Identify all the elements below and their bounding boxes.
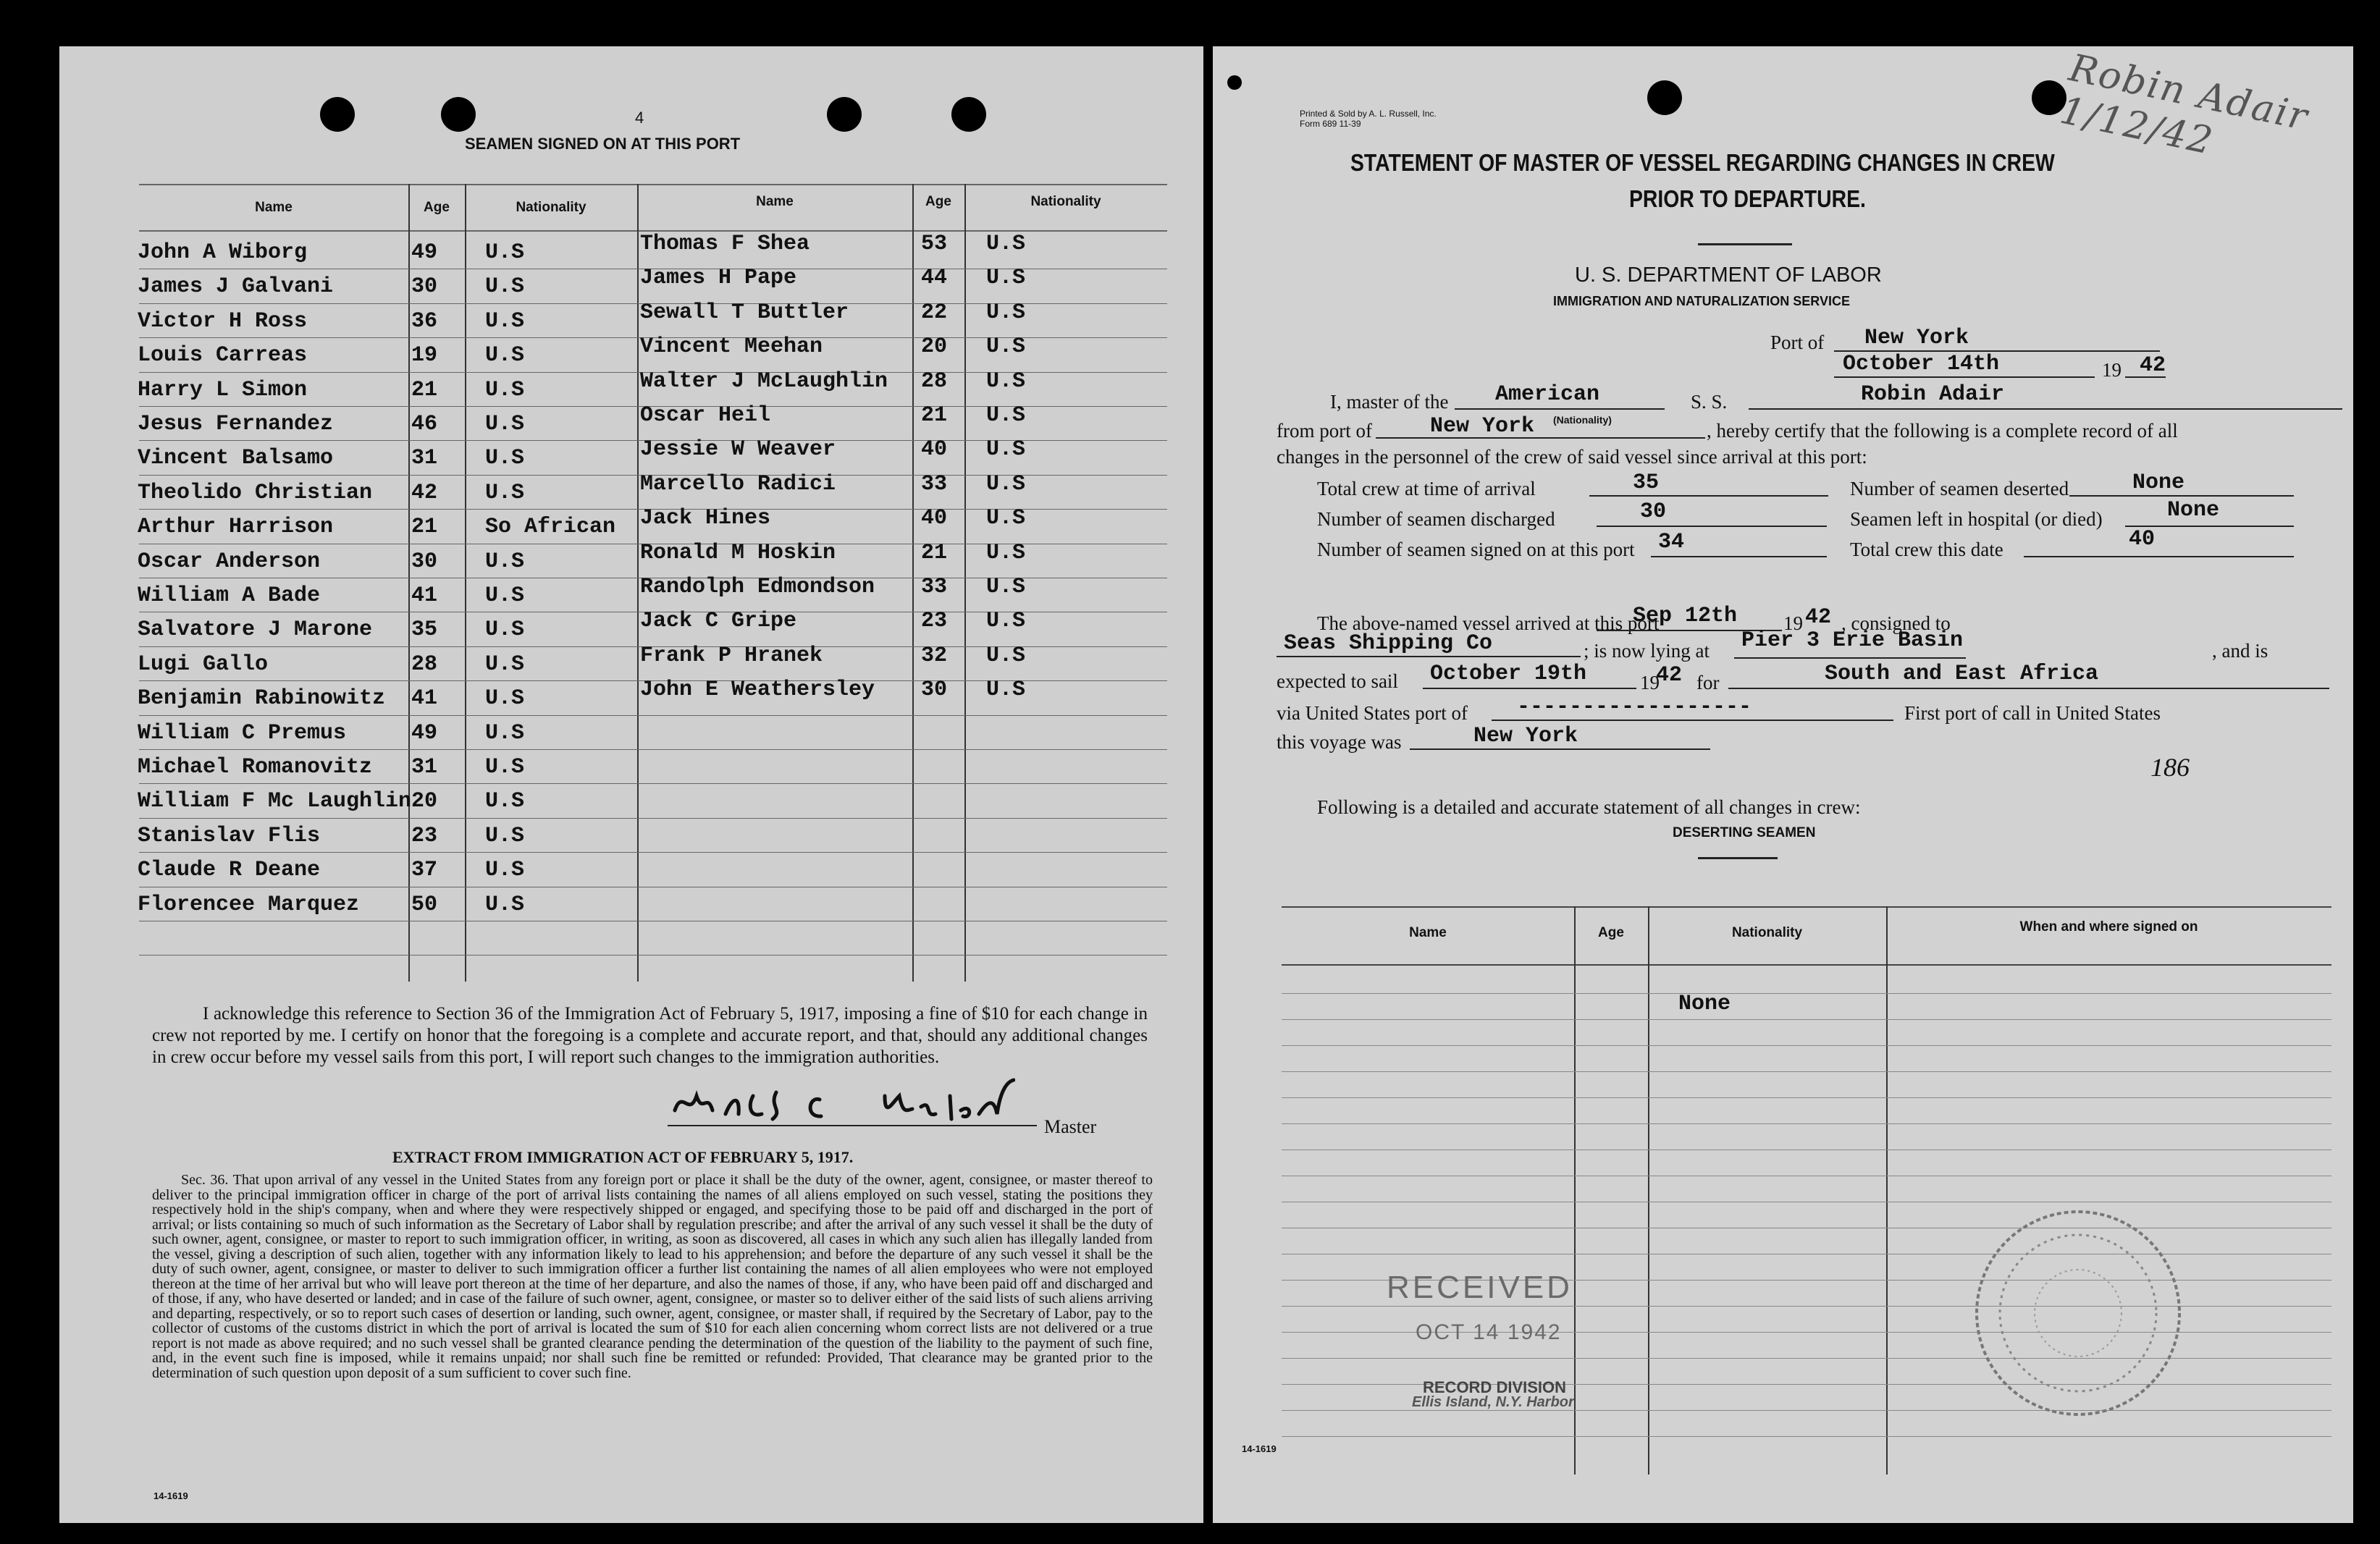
sail-year-value: 42: [1656, 663, 1683, 688]
crew-nationality: U.S: [986, 300, 1026, 325]
crew-nationality: U.S: [485, 858, 525, 883]
crew-name: Thomas F Shea: [640, 232, 810, 256]
right-page: [1213, 46, 2353, 1523]
crew-name: Walter J McLaughlin: [640, 368, 888, 394]
crew-name: Oscar Heil: [640, 403, 771, 428]
crew-name: Jack C Gripe: [640, 609, 797, 634]
crew-age: 22: [921, 300, 948, 325]
punch-hole: [1227, 75, 1242, 90]
crew-nationality: U.S: [986, 506, 1026, 531]
punch-hole: [320, 97, 355, 132]
crew-age: 49: [411, 240, 438, 265]
arrived-year-prefix: 19: [1783, 612, 1803, 634]
crew-name: Randolph Edmondson: [640, 575, 875, 599]
desert-none-value: None: [1678, 992, 1731, 1016]
crew-nationality: U.S: [485, 412, 525, 436]
crew-nationality: U.S: [485, 549, 525, 574]
crew-nationality: U.S: [485, 377, 525, 402]
total-date-value: 40: [2129, 527, 2156, 552]
crew-age: 46: [411, 412, 438, 436]
crew-age: 42: [411, 480, 438, 505]
crew-nationality: U.S: [986, 575, 1026, 599]
master-of-label: I, master of the: [1330, 391, 1449, 413]
crew-name: Oscar Anderson: [138, 549, 321, 574]
form-subtitle: PRIOR TO DEPARTURE.: [1629, 185, 1866, 212]
extract-title: EXTRACT FROM IMMIGRATION ACT OF FEBRUARY 5, 1917.: [392, 1148, 854, 1166]
punch-hole: [441, 97, 476, 132]
crew-age: 20: [411, 789, 438, 814]
lying-label: ; is now lying at: [1584, 640, 1710, 662]
hospital-value: None: [2167, 498, 2220, 523]
extract-text: Sec. 36. That upon arrival of any vessel in the United States from any foreign port or place it shall be the duty of the owner, agent, consignee, or master thereof to deliver to the principal immigration officer in charge of the port of arrival lists containing the names of all aliens employed on such vessel, stating the positions they respectively hold in the ship's company, when and where they were respectively shipped or engaged, and specifying those to be paid off and discharged in the port of arrival; or lists containing so much of such information as the Secretary of Labor shall by regulation prescribe; and after the arrival of any such vessel it shall be the duty of such owner, agent, consignee, or master to report to such immigration officer, in writing, as soon as discovered, all cases in which any such alien has illegally landed from the vessel, giving a description of such alien, together with any information likely to lead to his apprehension; and before the departure of any such vessel it shall be the duty of such owner, agent, consignee, or master to deliver to such immigration officer a further list containing the names of all alien employees who were not employed thereon at the time of her arrival but who will leave port thereon at the time of her departure, and also the names of those, if any, who have been paid off and discharged and of those, if any, who have deserted or landed; and in case of the failure of such owner, agent, consignee, or master so to deliver either of the said lists of such aliens arriving and departing, respectively, or so to report such cases of desertion or landing, such owner, agent, consignee, or master shall, if required by the Secretary of Labor, pay to the collector of customs of the customs district in which the port of arrival is located the sum of $10 for each alien concerning whom correct lists are not delivered or a true report is not made as above required; and no such vessel shall be granted clearance pending the determination of the question of the liability to the payment of such fine, and, in the event such fine is imposed, while it remains unpaid; nor shall such fine be remitted or refunded: Provided, That clearance may be granted prior to the determination of such question upon deposit of a sum sufficient to cover such fine.: [152, 1172, 1153, 1381]
ellis-island: Ellis Island, N.Y. Harbor: [1412, 1394, 1574, 1410]
section-title: SEAMEN SIGNED ON AT THIS PORT: [465, 135, 741, 153]
official-seal: [1966, 1205, 2190, 1422]
crew-nationality: U.S: [986, 471, 1026, 497]
col-header-age-2: Age: [925, 194, 951, 209]
received-stamp: RECEIVED: [1387, 1270, 1573, 1305]
crew-age: 30: [411, 549, 438, 574]
col-header-name-2: Name: [756, 194, 794, 209]
year-prefix: 19: [2102, 359, 2122, 381]
crew-nationality: U.S: [485, 308, 525, 334]
crew-name: Lugi Gallo: [138, 651, 269, 677]
col-header-nationality-2: Nationality: [1030, 194, 1101, 209]
crew-nationality: U.S: [485, 343, 525, 368]
certify-text: , hereby certify that the following is a complete record of all: [1707, 420, 2178, 442]
crew-age: 53: [921, 232, 948, 256]
crew-nationality: U.S: [986, 334, 1026, 360]
voyage-label: this voyage was: [1277, 731, 1402, 753]
consigned-label: , consigned to: [1841, 612, 1951, 634]
desert-col-nationality: Nationality: [1731, 925, 1803, 940]
via-label: via United States port of: [1277, 702, 1468, 724]
nationality-value: American: [1495, 382, 1600, 407]
crew-age: 41: [411, 583, 438, 608]
crew-age: 37: [411, 858, 438, 883]
crew-age: 23: [411, 823, 438, 848]
crew-nationality: U.S: [986, 540, 1026, 565]
col-header-nationality: Nationality: [516, 200, 586, 215]
crew-name: Louis Carreas: [138, 343, 308, 368]
crew-name: Jessie W Weaver: [640, 437, 836, 463]
department: U. S. DEPARTMENT OF LABOR: [1575, 263, 1882, 287]
crew-name: Salvatore J Marone: [138, 617, 373, 643]
sail-year-prefix: 19: [1640, 672, 1660, 693]
crew-name: Arthur Harrison: [138, 515, 334, 540]
left-page: [59, 46, 1203, 1523]
crew-nationality: U.S: [986, 437, 1026, 463]
first-port-label: First port of call in United States: [1904, 702, 2161, 724]
crew-name: Theolido Christian: [138, 480, 373, 505]
crew-age: 41: [411, 686, 438, 712]
crew-age: 23: [921, 609, 948, 634]
crew-name: Harry L Simon: [138, 377, 308, 402]
desert-col-when-where: When and where signed on: [2019, 919, 2198, 935]
hospital-label: Seamen left in hospital (or died): [1850, 508, 2103, 530]
from-port-label: from port of: [1277, 420, 1372, 442]
form-number: Form 689 11-39: [1300, 119, 1361, 129]
master-signature: [668, 1074, 1015, 1132]
crew-age: 40: [921, 437, 948, 463]
crew-name: Claude R Deane: [138, 858, 321, 883]
crew-nationality: U.S: [986, 368, 1026, 394]
arrived-year-value: 42: [1805, 605, 1832, 630]
crew-nationality: U.S: [485, 720, 525, 746]
col-header-name: Name: [255, 200, 293, 215]
crew-nationality: U.S: [485, 617, 525, 643]
crew-nationality: So African: [485, 515, 616, 540]
handwritten-number: 186: [2150, 753, 2190, 782]
crew-age: 21: [921, 540, 948, 565]
deserted-label: Number of seamen deserted: [1850, 478, 2069, 499]
sail-label: expected to sail: [1277, 670, 1398, 692]
received-date: OCT 14 1942: [1416, 1320, 1562, 1344]
crew-age: 35: [411, 617, 438, 643]
date-value: October 14th: [1843, 352, 2000, 376]
consignee-value: Seas Shipping Co: [1284, 631, 1493, 656]
sail-date-value: October 19th: [1430, 662, 1587, 686]
crew-age: 44: [921, 266, 948, 291]
handwritten-note: Robin Adair 1/12/42: [2056, 46, 2313, 164]
lying-at-value: Pier 3 Erie Basin: [1741, 628, 1964, 653]
crew-nationality: U.S: [986, 678, 1026, 703]
crew-nationality: U.S: [986, 403, 1026, 428]
crew-name: John A Wiborg: [138, 240, 308, 265]
voyage-value: New York: [1473, 724, 1578, 748]
crew-nationality: U.S: [485, 446, 525, 471]
crew-age: 50: [411, 892, 438, 917]
crew-name: Victor H Ross: [138, 308, 308, 334]
crew-nationality: U.S: [485, 686, 525, 712]
crew-name: Vincent Meehan: [640, 334, 823, 360]
crew-nationality: U.S: [986, 232, 1026, 256]
crew-age: 28: [411, 651, 438, 677]
certify-text-2: changes in the personnel of the crew of said vessel since arrival at this port:: [1277, 446, 1867, 468]
crew-nationality: U.S: [986, 609, 1026, 634]
crew-age: 36: [411, 308, 438, 334]
master-label: Master: [1044, 1116, 1097, 1137]
crew-name: William C Premus: [138, 720, 347, 746]
crew-name: Frank P Hranek: [640, 643, 823, 668]
crew-age: 19: [411, 343, 438, 368]
deserting-title: DESERTING SEAMEN: [1673, 825, 1816, 840]
punch-hole: [1647, 80, 1682, 115]
crew-name: Jesus Fernandez: [138, 412, 334, 436]
vessel-value: Robin Adair: [1861, 382, 2005, 407]
crew-name: Stanislav Flis: [138, 823, 321, 848]
crew-name: James H Pape: [640, 266, 797, 291]
crew-age: 21: [921, 403, 948, 428]
signed-on-label: Number of seamen signed on at this port: [1317, 539, 1635, 560]
crew-name: Michael Romanovitz: [138, 755, 373, 780]
crew-age: 33: [921, 575, 948, 599]
record-division: RECORD DIVISION: [1423, 1378, 1567, 1396]
crew-nationality: U.S: [485, 823, 525, 848]
destination-value: South and East Africa: [1825, 662, 2099, 686]
nationality-caption: (Nationality): [1553, 414, 1612, 426]
crew-age: 20: [921, 334, 948, 360]
crew-age: 30: [921, 678, 948, 703]
service: IMMIGRATION AND NATURALIZATION SERVICE: [1553, 294, 1850, 308]
crew-name: John E Weathersley: [640, 678, 875, 703]
crew-age: 40: [921, 506, 948, 531]
port-of-value: New York: [1864, 326, 1969, 350]
punch-hole: [827, 97, 862, 132]
crew-age: 33: [921, 471, 948, 497]
form-title: STATEMENT OF MASTER OF VESSEL REGARDING CHANGES IN CREW: [1350, 149, 2055, 176]
crew-age: 30: [411, 274, 438, 300]
col-header-age: Age: [424, 200, 450, 215]
crew-name: James J Galvani: [138, 274, 334, 300]
crew-nationality: U.S: [485, 240, 525, 265]
arrived-label: The above-named vessel arrived at this port: [1317, 612, 1660, 634]
crew-name: Florencee Marquez: [138, 892, 360, 917]
crew-age: 32: [921, 643, 948, 668]
page-number: 4: [635, 109, 644, 127]
total-arrival-label: Total crew at time of arrival: [1317, 478, 1536, 499]
crew-nationality: U.S: [986, 266, 1026, 291]
port-of-label: Port of: [1770, 332, 1825, 353]
signed-on-value: 34: [1658, 530, 1685, 554]
crew-age: 49: [411, 720, 438, 746]
crew-nationality: U.S: [485, 892, 525, 917]
total-date-label: Total crew this date: [1850, 539, 2003, 560]
crew-name: Jack Hines: [640, 506, 771, 531]
total-arrival-value: 35: [1633, 471, 1660, 495]
printer-credit: Printed & Sold by A. L. Russell, Inc.: [1300, 109, 1437, 119]
arrived-value: Sep 12th: [1633, 604, 1738, 628]
crew-name: William F Mc Laughlin: [138, 789, 412, 814]
crew-age: 21: [411, 515, 438, 540]
form-code-right: 14-1619: [1242, 1443, 1277, 1454]
crew-table: [139, 184, 1167, 982]
acknowledgment-text: I acknowledge this reference to Section 36 of the Immigration Act of February 5, 1917, imposing a fine of $10 for each change in crew not reported by me. I certify on honor that the foregoing is a complete and accurate report, and that, should any additional changes in crew occur before my vessel sails from this port, I will report such changes to the immigration authorities.: [152, 1004, 1148, 1067]
and-is-label: , and is: [2212, 640, 2268, 662]
crew-nationality: U.S: [485, 755, 525, 780]
crew-nationality: U.S: [986, 643, 1026, 668]
crew-nationality: U.S: [485, 583, 525, 608]
following-text: Following is a detailed and accurate statement of all changes in crew:: [1317, 796, 1861, 818]
desert-col-name: Name: [1409, 925, 1447, 940]
deserted-value: None: [2132, 471, 2185, 495]
crew-name: Marcello Radici: [640, 471, 836, 497]
discharged-label: Number of seamen discharged: [1317, 508, 1555, 530]
crew-nationality: U.S: [485, 789, 525, 814]
crew-nationality: U.S: [485, 274, 525, 300]
crew-age: 31: [411, 446, 438, 471]
year-value: 42: [2140, 353, 2166, 378]
desert-col-age: Age: [1598, 925, 1624, 940]
for-label: for: [1696, 672, 1720, 693]
ss-label: S. S.: [1691, 391, 1728, 413]
crew-age: 31: [411, 755, 438, 780]
crew-name: Vincent Balsamo: [138, 446, 334, 471]
from-port-value: New York: [1430, 414, 1535, 439]
crew-name: Benjamin Rabinowitz: [138, 686, 386, 712]
crew-name: William A Bade: [138, 583, 321, 608]
punch-hole: [951, 97, 986, 132]
via-port-value: ------------------: [1517, 695, 1752, 720]
crew-age: 28: [921, 368, 948, 394]
crew-name: Ronald M Hoskin: [640, 540, 836, 565]
crew-age: 21: [411, 377, 438, 402]
crew-name: Sewall T Buttler: [640, 300, 849, 325]
crew-nationality: U.S: [485, 651, 525, 677]
discharged-value: 30: [1640, 499, 1667, 524]
form-code: 14-1619: [154, 1490, 188, 1501]
crew-nationality: U.S: [485, 480, 525, 505]
